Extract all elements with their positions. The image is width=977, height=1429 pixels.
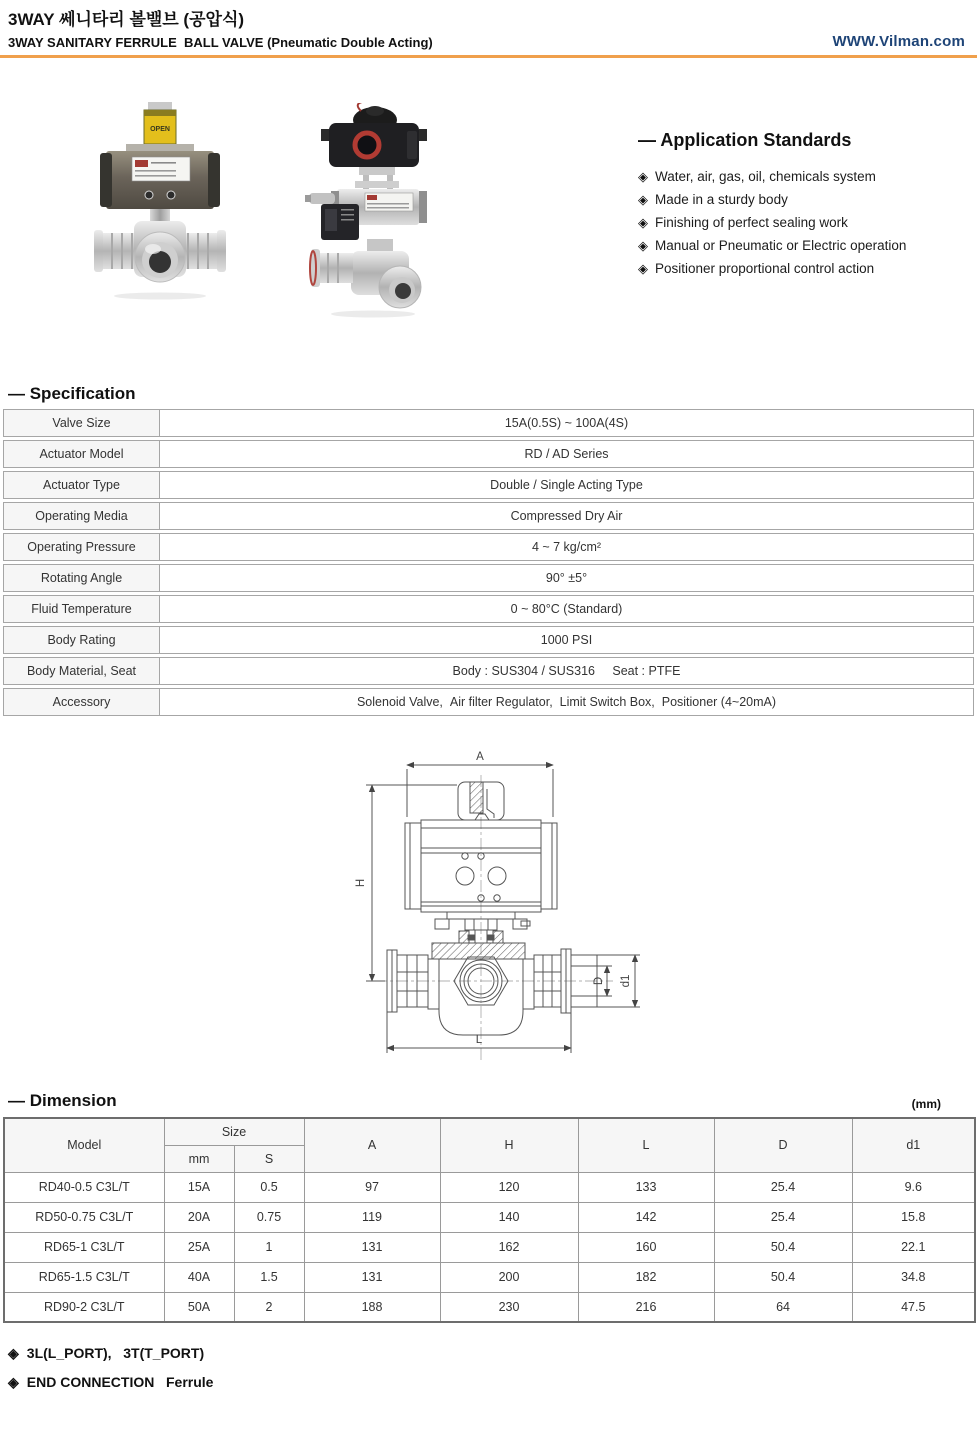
dimension-unit: (mm) — [911, 1097, 941, 1111]
table-row: Operating Pressure 4 ~ 7 kg/cm² — [3, 533, 974, 561]
product-photo-switchbox-valve — [303, 103, 438, 318]
page-title-english: 3WAY SANITARY FERRULE BALL VALVE (Pneumatic Double Acting) — [8, 35, 433, 50]
product-photo-actuator-valve — [92, 100, 228, 300]
specification-section — [0, 384, 977, 719]
table-row: Actuator Model RD / AD Series — [3, 440, 974, 468]
table-row: Fluid Temperature 0 ~ 80°C (Standard) — [3, 595, 974, 623]
drawing-section — [333, 745, 667, 1085]
open-indicator — [144, 110, 176, 144]
dim-label-l: L — [475, 1034, 483, 1046]
col-d1: d1 — [852, 1118, 975, 1172]
dimension-table — [3, 1117, 976, 1323]
footer-notes — [8, 1339, 977, 1397]
table-row: Rotating Angle 90° ±5° — [3, 564, 974, 592]
application-standards-heading: — Application Standards — [638, 130, 852, 150]
table-row: Valve Size 15A(0.5S) ~ 100A(4S) — [3, 409, 974, 437]
diamond-bullet-icon: ◈ — [638, 169, 648, 184]
dim-label-d1: d1 — [620, 974, 632, 988]
valve-body — [94, 221, 226, 282]
table-row: RD40-0.5 C3L/T 15A 0.5 97 120 133 25.4 9.6 — [4, 1172, 975, 1202]
limit-switch-box — [321, 103, 427, 167]
application-standards-list — [638, 165, 970, 280]
top-section — [0, 58, 977, 384]
col-d: D — [714, 1118, 852, 1172]
table-row: Body Rating 1000 PSI — [3, 626, 974, 654]
table-row: Body Material, Seat Body : SUS304 / SUS316 Seat : PTFE — [3, 657, 974, 685]
col-size: Size — [164, 1118, 304, 1145]
table-row: Operating Media Compressed Dry Air — [3, 502, 974, 530]
note-end-connection: ◈ END CONNECTION Ferrule — [8, 1368, 977, 1397]
list-item: ◈ Positioner proportional control action — [638, 257, 970, 280]
col-h: H — [440, 1118, 578, 1172]
diamond-bullet-icon: ◈ — [8, 1345, 19, 1361]
dim-label-d: D — [593, 976, 605, 986]
table-row: RD65-1 C3L/T 25A 1 131 162 160 50.4 22.1 — [4, 1232, 975, 1262]
valve-body — [310, 239, 421, 308]
technical-drawing — [333, 745, 667, 1080]
table-row: RD65-1.5 C3L/T 40A 1.5 131 200 182 50.4 34.8 — [4, 1262, 975, 1292]
dim-label-h: H — [355, 878, 367, 888]
page-title-korean: 3WAY 쎄니타리 볼밸브 (공압식) — [8, 10, 245, 29]
specification-table — [3, 406, 974, 719]
note-port-types: ◈ 3L(L_PORT), 3T(T_PORT) — [8, 1339, 977, 1368]
diamond-bullet-icon: ◈ — [638, 238, 648, 253]
dimension-heading: — Dimension — [8, 1091, 117, 1110]
list-item: ◈ Finishing of perfect sealing work — [638, 211, 970, 234]
diamond-bullet-icon: ◈ — [638, 192, 648, 207]
application-standards — [638, 130, 970, 280]
table-row: Actuator Type Double / Single Acting Type — [3, 471, 974, 499]
table-row: Accessory Solenoid Valve, Air filter Regulator, Limit Switch Box, Positioner (4~20mA) — [3, 688, 974, 716]
photo-shadow — [114, 293, 206, 300]
specification-heading: — Specification — [8, 384, 136, 403]
dimension-section — [0, 1091, 977, 1323]
open-label: OPEN — [150, 126, 170, 133]
website-url: WWW.Vilman.com — [832, 33, 965, 50]
pneumatic-actuator — [100, 151, 220, 209]
col-l: L — [578, 1118, 714, 1172]
list-item: ◈ Water, air, gas, oil, chemicals system — [638, 165, 970, 188]
table-header-row — [4, 1118, 975, 1145]
table-row: RD50-0.75 C3L/T 20A 0.75 119 140 142 25.4 15.8 — [4, 1202, 975, 1232]
col-model: Model — [4, 1118, 164, 1172]
diamond-bullet-icon: ◈ — [638, 215, 648, 230]
page-header — [0, 0, 977, 58]
diamond-bullet-icon: ◈ — [8, 1374, 19, 1390]
diamond-bullet-icon: ◈ — [638, 261, 648, 276]
col-s: S — [234, 1145, 304, 1172]
list-item: ◈ Made in a sturdy body — [638, 188, 970, 211]
col-mm: mm — [164, 1145, 234, 1172]
list-item: ◈ Manual or Pneumatic or Electric operation — [638, 234, 970, 257]
table-row: RD90-2 C3L/T 50A 2 188 230 216 64 47.5 — [4, 1292, 975, 1322]
col-a: A — [304, 1118, 440, 1172]
dim-label-a: A — [476, 751, 484, 763]
